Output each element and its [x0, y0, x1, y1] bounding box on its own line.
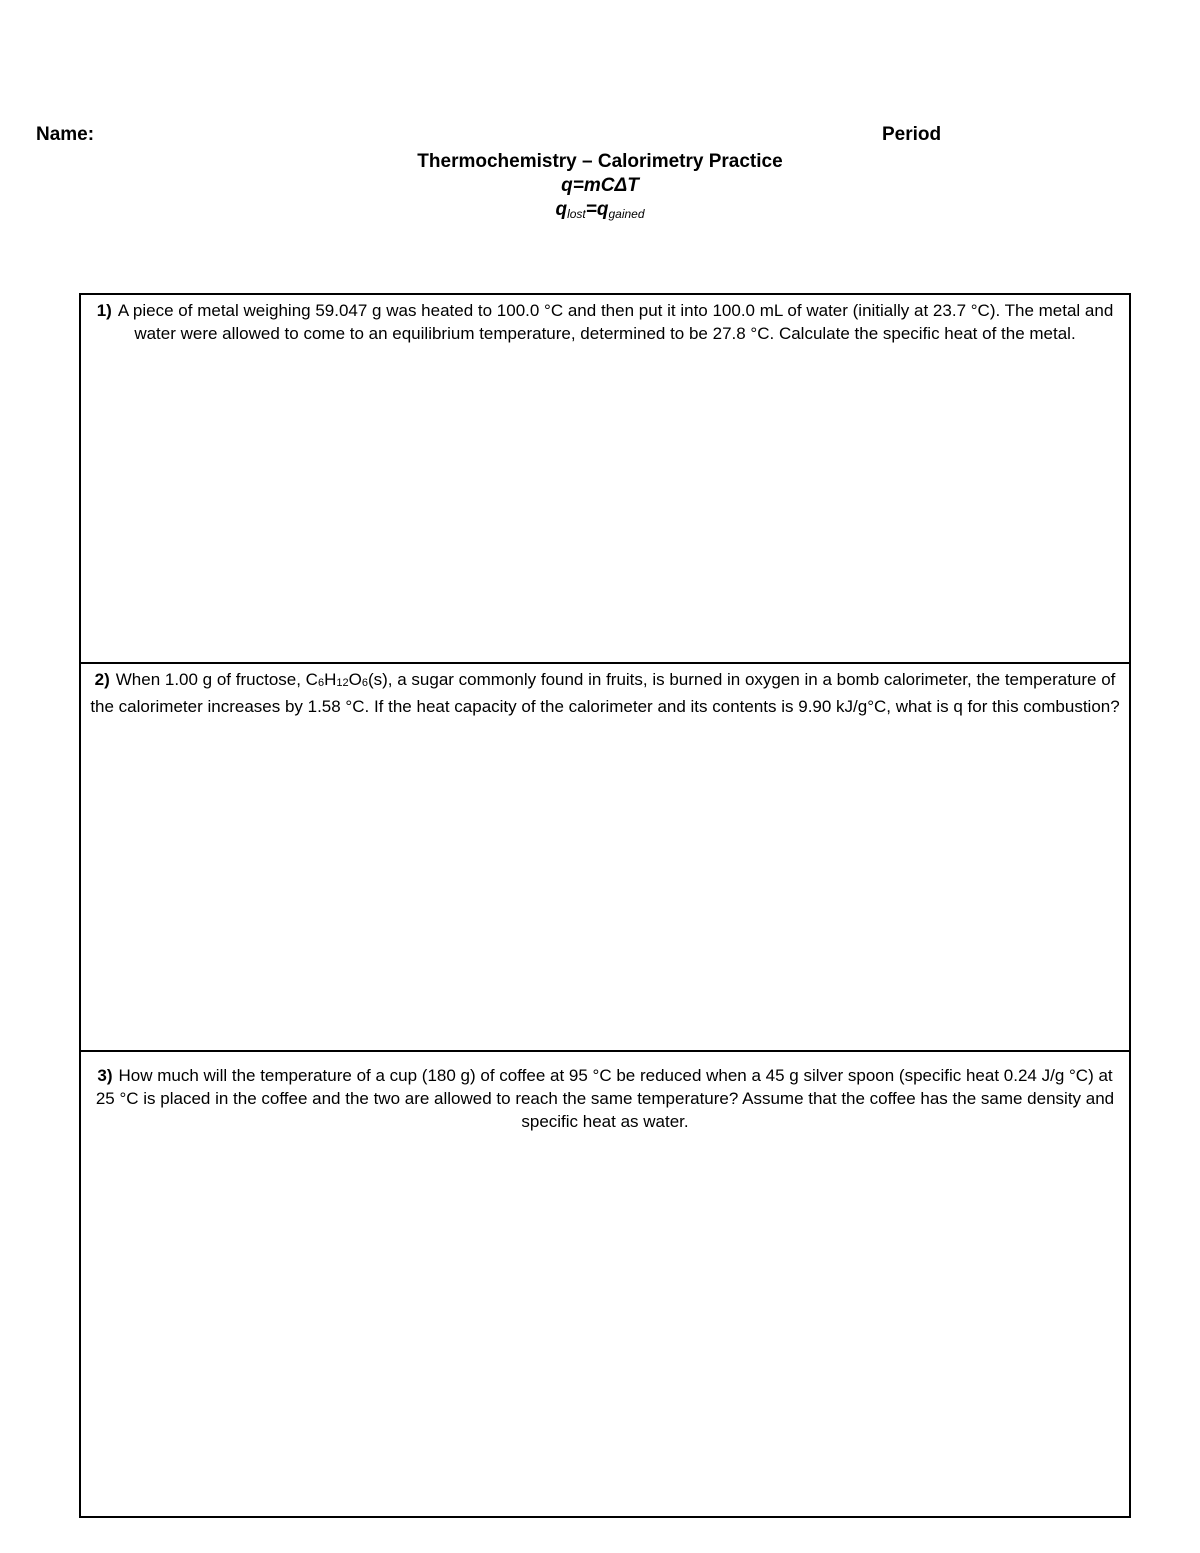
- gained-subscript: gained: [608, 207, 645, 221]
- lost-subscript: lost: [567, 207, 586, 221]
- name-label: Name:: [36, 124, 95, 145]
- worksheet-title: Thermochemistry – Calorimetry Practice: [417, 151, 783, 172]
- title-block: [0, 150, 1200, 226]
- problem-text-end: (s), a sugar commonly found in fruits, is burned in oxygen in a bomb calorimeter, the temperature of the calorimeter increases by 1.58 °C. If the heat capacity of the calorimeter and its contents is 9.90 kJ/g°C, what is q for this combustion?: [90, 670, 1120, 716]
- problem-1: [81, 295, 1129, 662]
- problem-number: 2): [94, 670, 110, 689]
- heat-formula: q=mCΔT: [561, 175, 639, 196]
- carbon-subscript: 6: [317, 677, 325, 689]
- oxygen-symbol: O: [348, 670, 362, 689]
- problem-number: 1): [96, 301, 112, 320]
- problem-2: [81, 662, 1129, 1050]
- oxygen-subscript: 6: [361, 677, 368, 689]
- problem-text-start: When 1.00 g of fructose, C: [115, 670, 318, 689]
- problem-text: A piece of metal weighing 59.047 g was heated to 100.0 °C and then put it into 100.0 mL of water (initially at 23.7 °C). The metal and water were allowed to come to an equilibrium temperature, determined to be 27.8 °C. Calculate the specific heat of the metal.: [117, 301, 1114, 343]
- equals-sign: =: [585, 199, 597, 220]
- problem-text: How much will the temperature of a cup (180 g) of coffee at 95 °C be reduced when a 45 g silver spoon (specific heat 0.24 J/g °C) at 25 °C is placed in the coffee and the two are allowed to reach the same temperature? Assume that the coffee has the same density and specific heat as water.: [95, 1066, 1115, 1131]
- problems-table: [79, 293, 1131, 1518]
- problem-number: 3): [97, 1066, 113, 1085]
- hydrogen-subscript: 12: [336, 677, 349, 689]
- hydrogen-symbol: H: [324, 670, 337, 689]
- q-gained-symbol: q: [596, 199, 609, 220]
- q-lost-symbol: q: [555, 199, 568, 220]
- period-label: Period: [882, 124, 942, 145]
- conservation-formula: [0, 198, 1200, 226]
- problem-3: [81, 1050, 1129, 1516]
